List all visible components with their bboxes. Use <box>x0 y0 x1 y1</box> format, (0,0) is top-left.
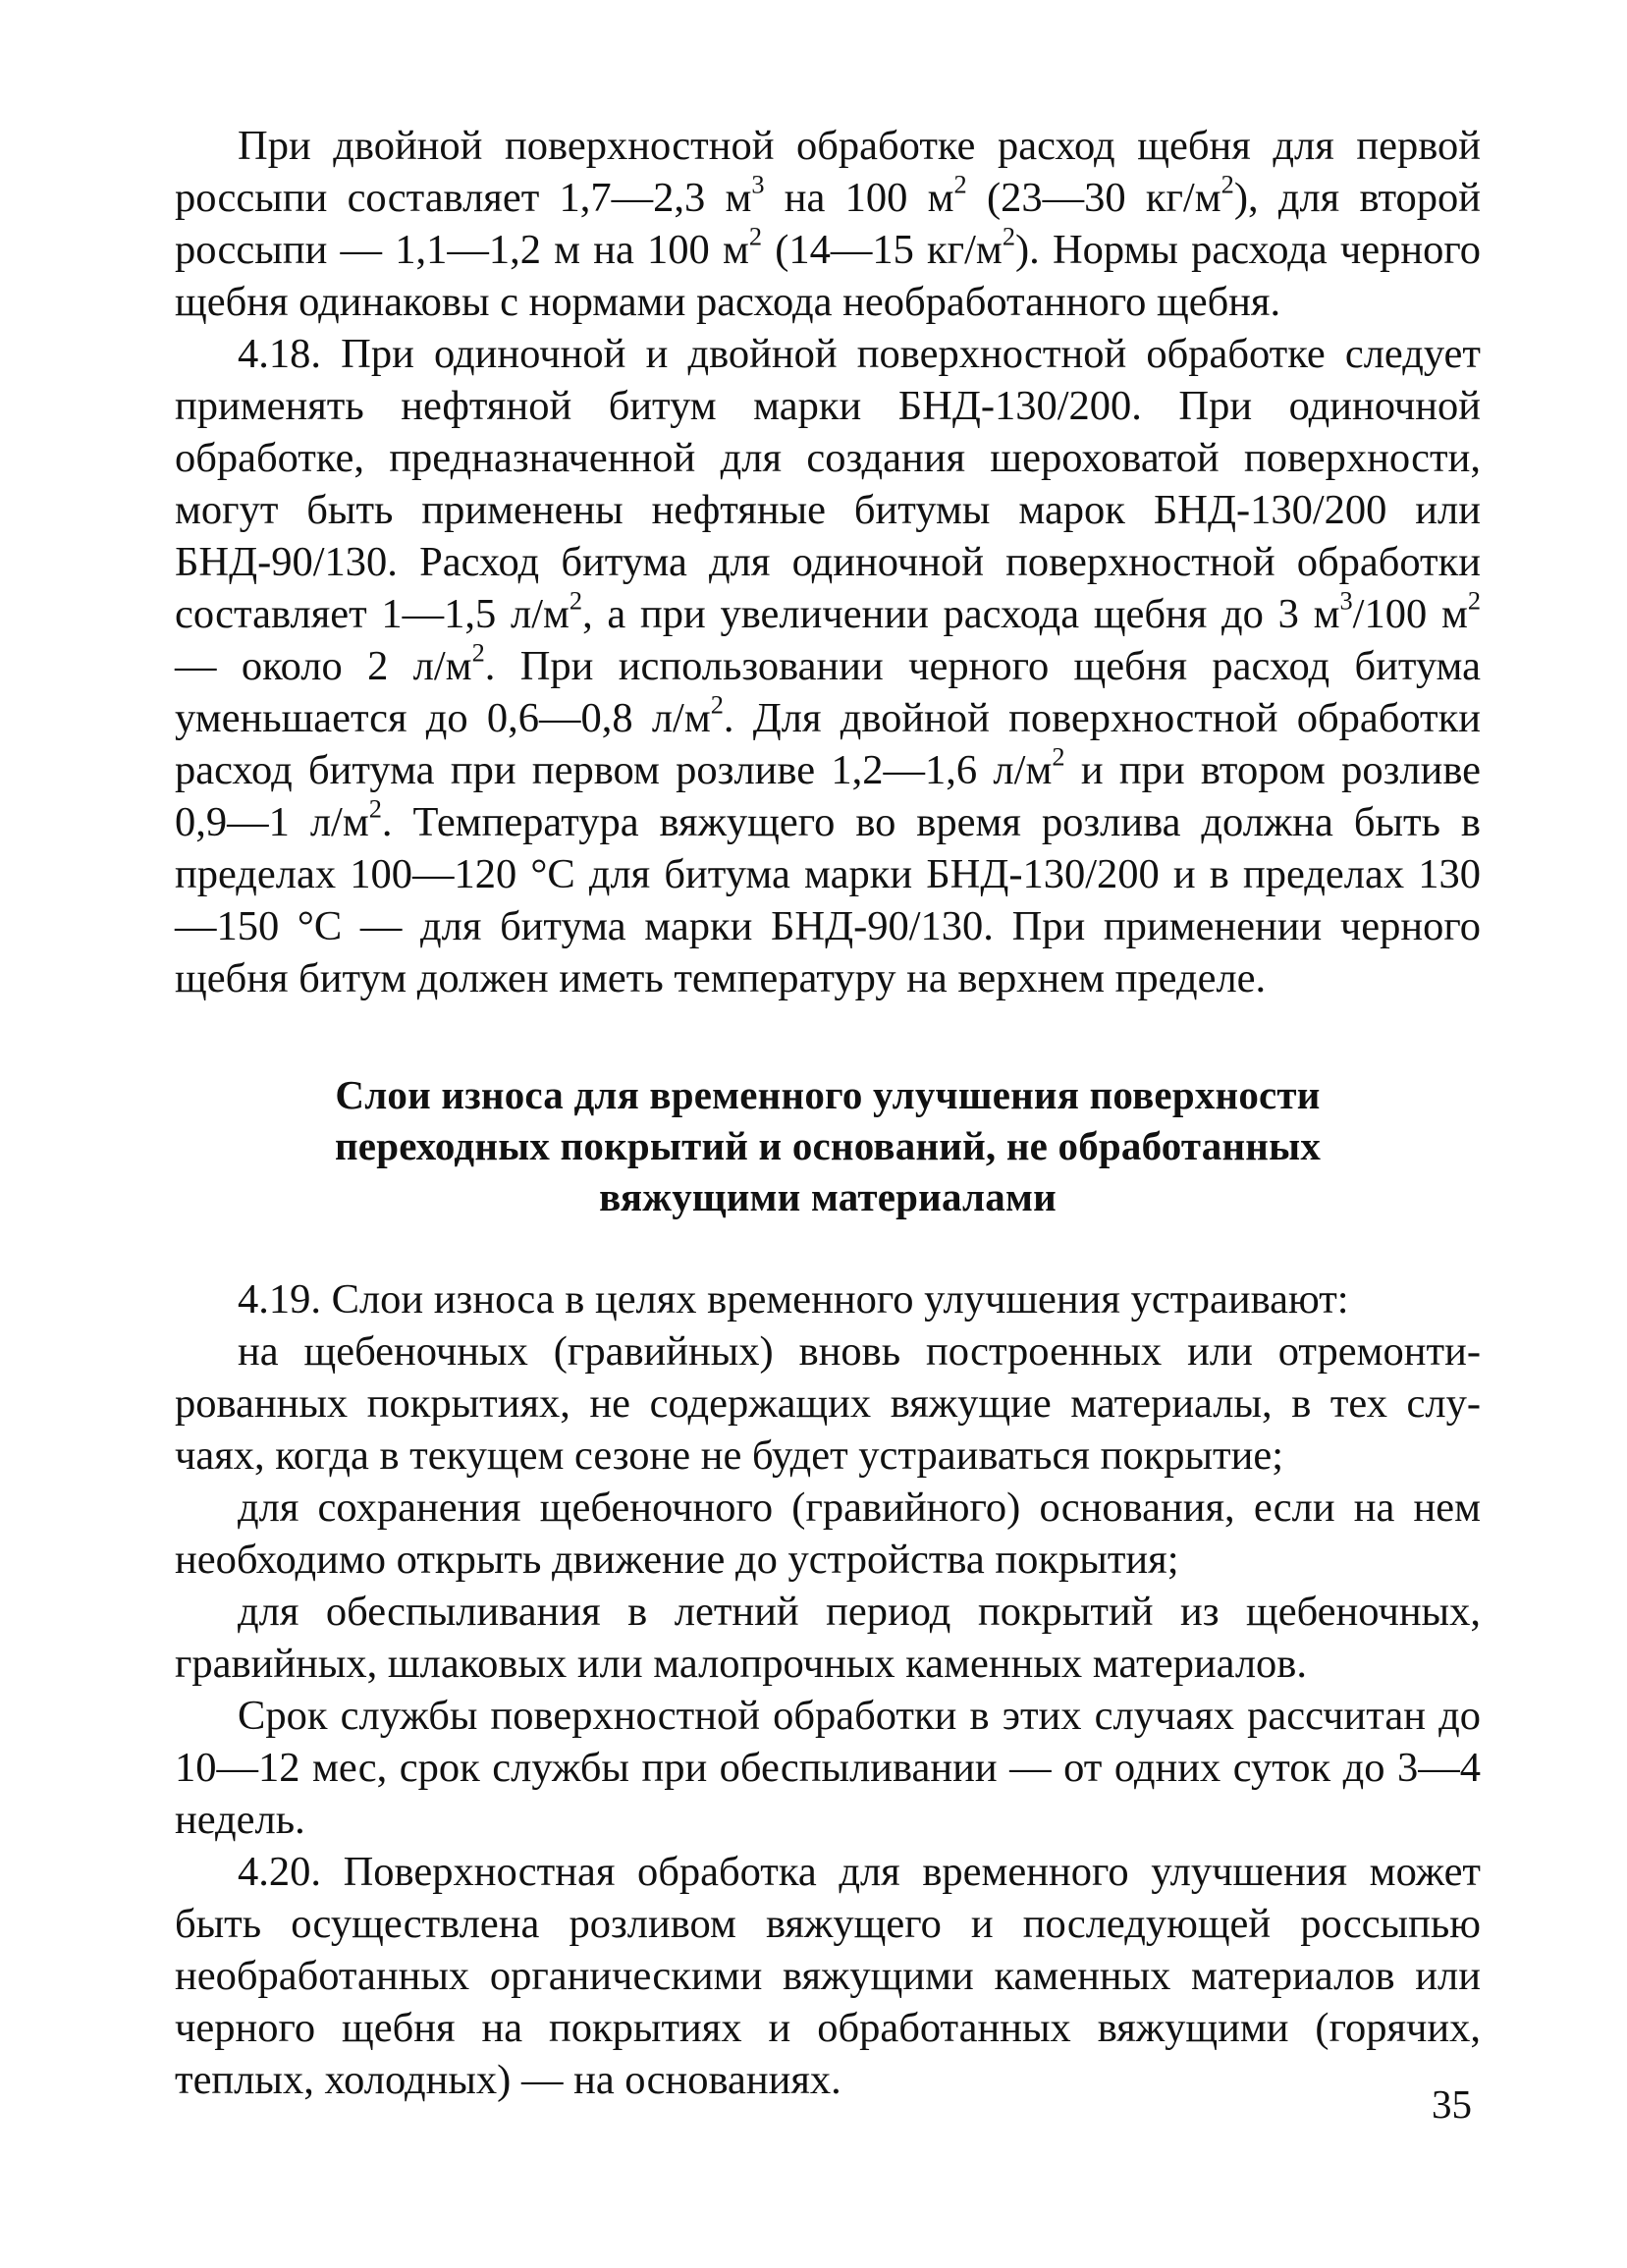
paragraph-4-19-intro: 4.19. Слои износа в целях временного улучшения устраивают: <box>238 1276 1349 1323</box>
superscript: 2 <box>1002 222 1015 251</box>
paragraph-4-19-base-preservation: для сохранения щебеночного (гравийного) основания, если на нем необходимо открыть движение до устройства покрытия; <box>175 1485 1481 1583</box>
section-heading-line-3: вяжущими материалами <box>599 1174 1057 1219</box>
superscript: 2 <box>953 170 967 199</box>
paragraph-4-19-dust-control: для обеспыливания в летний период покрытий из щебеночных, гравийных, шлаковых или малопрочных каменных материалов. <box>175 1589 1481 1687</box>
body-after-heading <box>175 1273 1481 2106</box>
superscript: 2 <box>1052 742 1065 772</box>
section-heading-line-2: переходных покрытий и оснований, не обработанных <box>334 1123 1322 1168</box>
page-number: 35 <box>1432 2081 1472 2127</box>
superscript: 2 <box>710 690 724 720</box>
document-page <box>175 120 1481 2106</box>
section-heading-line-1: Слои износа для временного улучшения поверхности <box>335 1072 1321 1117</box>
superscript: 2 <box>1220 170 1234 199</box>
superscript: 2 <box>471 638 485 668</box>
paragraph-double-treatment-gravel: При двойной поверхностной обработке расход щебня для первой россыпи составляет 1,7—2,3 $м^3$ на 100 $м^2$ (23—30 $кг/м^2$), для второй россыпи — 1,1—1,2 м на 100 $м^2$ (14—15 $кг/м^2$). Нормы расхода черного щебня одинаковы с нормами расхода необработанного щебня. <box>175 123 1481 325</box>
paragraph-service-life: Срок службы поверхностной обработки в этих случаях рассчитан до 10—12 мес, срок службы при обеспыливании — от одних суток до 3—4 недель. <box>175 1693 1481 1843</box>
superscript: 2 <box>368 794 382 824</box>
section-heading <box>175 1069 1481 1222</box>
superscript: 2 <box>748 222 763 251</box>
paragraph-4-18-bitumen: 4.18. При одиночной и двойной поверхностной обработке следует применять нефтяной битум марки БНД-130/200. При одиночной обработке, предназначенной для создания шероховатой поверхности, могут быть применены нефтяные битумы марок БНД-130/200 или БНД-90/130. Расход битума для одиночной поверхностной обработки составляет 1—1,5 $л/м^2$, а при увеличении расхода щебня до 3 $м^3/100$ $м^2$ — около 2 $л/м^2$. При использовании черного щебня расход битума уменьшается до 0,6—0,8 $л/м^2$. Для двойной поверхностной обработки расход битума при первом розливе 1,2—1,6 $л/м^2$ и при втором розливе 0,9—1 $л/м^2$. Температура вяжущего во время розлива должна быть в пределах 100—120 °С для битума марки БНД-130/200 и в пределах 130—150 °С — для битума марки БНД-90/130. При применении черного щебня битум должен иметь температуру на верхнем пределе. <box>175 331 1482 1001</box>
superscript: 2 <box>569 586 583 616</box>
paragraph-4-19-gravel-surfaces: на щебеночных (гравийных) вновь построенных или отремонтированных покрытиях, не содержащих вяжущие материалы, в тех случаях, когда в текущем сезоне не будет устраиваться покрытие; <box>175 1328 1481 1479</box>
paragraph-4-20: 4.20. Поверхностная обработка для временного улучшения может быть осуществлена розливом вяжущего и последующей россыпью необработанных органическими вяжущими каменных материалов или черного щебня на покрытиях и обработанных вяжущими (горячих, теплых, холодных) — на основаниях. <box>175 1849 1481 2103</box>
superscript: 3 <box>751 170 765 199</box>
superscript: 3 <box>1339 586 1353 616</box>
body-before-heading <box>175 120 1481 1004</box>
superscript: 2 <box>1467 586 1482 616</box>
